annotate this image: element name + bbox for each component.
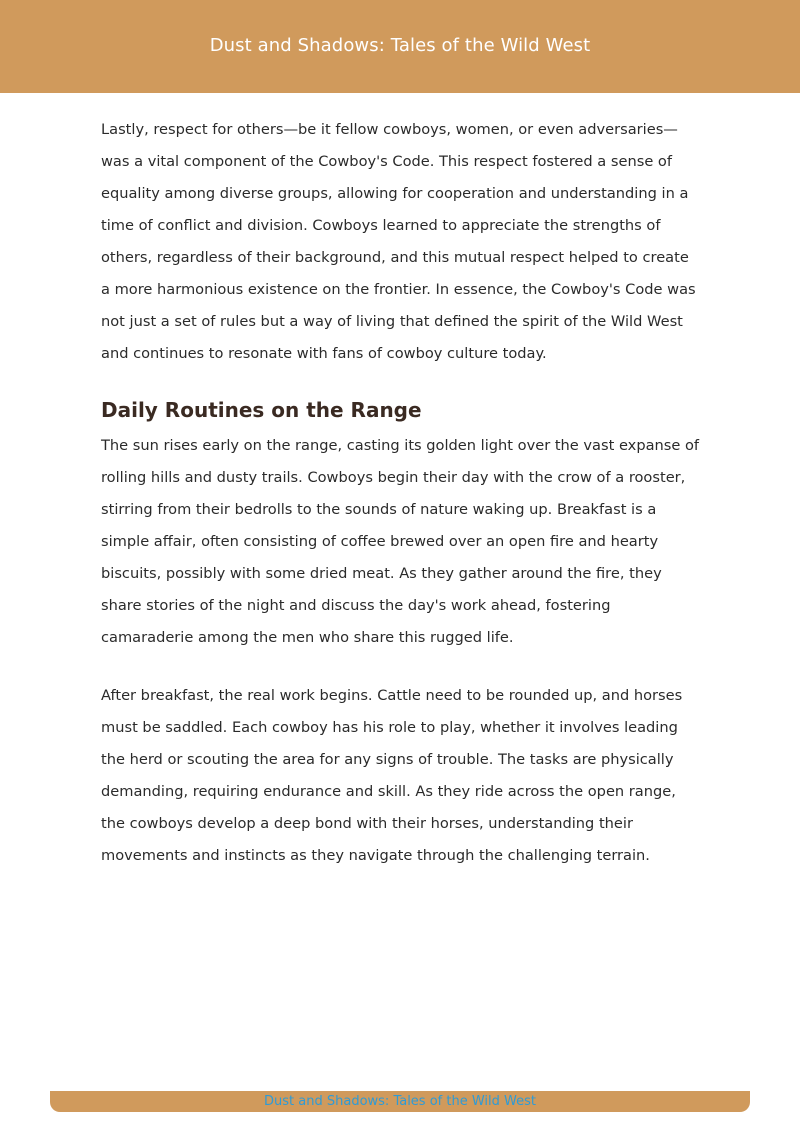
section-heading: Daily Routines on the Range bbox=[101, 398, 422, 422]
footer-title: Dust and Shadows: Tales of the Wild West bbox=[264, 1094, 536, 1109]
page-footer bbox=[50, 1091, 750, 1112]
page-content bbox=[101, 114, 701, 872]
body-paragraph-1: The sun rises early on the range, casting its golden light over the vast expanse of rolling hills and dusty trails. Cowboys begin their day with the crow of a rooster, stirring from their bedrolls to the sounds of nature waking up. Breakfast is a simple affair, often consisting of coffee brewed over an open fire and hearty biscuits, possibly with some dried meat. As they gather around the fire, they share stories of the night and discuss the day's work ahead, fostering camaraderie among the men who share this rugged life. bbox=[101, 437, 700, 646]
page-header bbox=[0, 0, 800, 93]
body-paragraph-2: After breakfast, the real work begins. Cattle need to be rounded up, and horses must be saddled. Each cowboy has his role to play, whether it involves leading the herd or scouting the area for any signs of trouble. The tasks are physically demanding, requiring endurance and skill. As they ride across the open range, the cowboys develop a deep bond with their horses, understanding their movements and instincts as they navigate through the challenging terrain. bbox=[101, 687, 683, 864]
intro-paragraph: Lastly, respect for others—be it fellow cowboys, women, or even adversaries—was a vital component of the Cowboy's Code. This respect fostered a sense of equality among diverse groups, allowing for cooperation and understanding in a time of conflict and division. Cowboys learned to appreciate the strengths of others, regardless of their background, and this mutual respect helped to create a more harmonious existence on the frontier. In essence, the Cowboy's Code was not just a set of rules but a way of living that defined the spirit of the Wild West and continues to resonate with fans of cowboy culture today. bbox=[101, 121, 696, 362]
header-title: Dust and Shadows: Tales of the Wild West bbox=[209, 35, 591, 56]
